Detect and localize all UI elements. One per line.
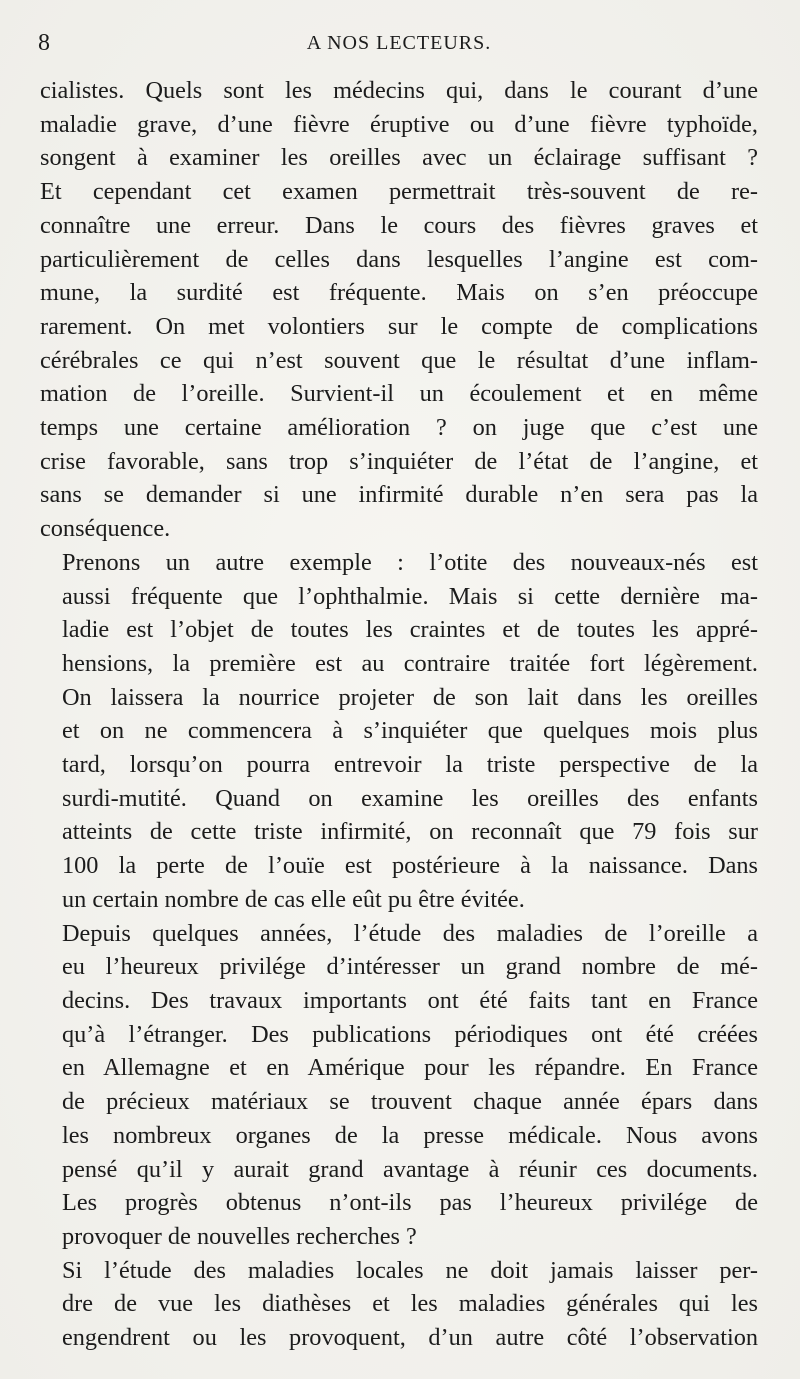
text-line: tard, lorsqu’on pourra entrevoir la triste perspective de la	[62, 751, 758, 779]
text-line: sans se demander si une infirmité durable n’en sera pas la	[40, 481, 758, 509]
paragraph-2	[40, 546, 758, 917]
body-text	[40, 74, 758, 1355]
text-line: provoquer de nouvelles recherches ?	[62, 1222, 417, 1250]
running-head: A NOS LECTEURS.	[306, 32, 492, 54]
text-line: hensions, la première est au contraire traitée fort légèrement.	[62, 649, 758, 677]
text-line: aussi fréquente que l’ophthalmie. Mais si cette dernière ma-	[62, 582, 758, 610]
text-line: Si l’étude des maladies locales ne doit jamais laisser per-	[62, 1256, 758, 1284]
text-line: maladie grave, d’une fièvre éruptive ou d’une fièvre typhoïde,	[40, 110, 758, 138]
text-line: atteints de cette triste infirmité, on reconnaît que 79 fois sur	[62, 818, 758, 846]
page-number: 8	[38, 30, 50, 56]
text-line: pensé qu’il y aurait grand avantage à réunir ces documents.	[62, 1155, 758, 1183]
paragraph-1	[40, 74, 758, 546]
text-line: crise favorable, sans trop s’inquiéter de l’état de l’angine, et	[40, 447, 758, 475]
text-line: un certain nombre de cas elle eût pu être évitée.	[62, 885, 525, 913]
text-line: temps une certaine amélioration ? on juge que c’est une	[40, 414, 758, 442]
paragraph-3	[40, 917, 758, 1254]
text-line: surdi-mutité. Quand on examine les oreilles des enfants	[62, 784, 758, 812]
text-line: Prenons un autre exemple : l’otite des nouveaux-nés est	[62, 548, 758, 576]
text-line: 100 la perte de l’ouïe est postérieure à la naissance. Dans	[62, 852, 758, 880]
text-line: dre de vue les diathèses et les maladies générales qui les	[62, 1290, 758, 1318]
text-line: en Allemagne et en Amérique pour les répandre. En France	[62, 1054, 758, 1082]
text-line: cialistes. Quels sont les médecins qui, dans le courant d’une	[40, 77, 758, 104]
text-line: et on ne commencera à s’inquiéter que quelques mois plus	[62, 717, 758, 745]
text-line: particulièrement de celles dans lesquelles l’angine est com-	[40, 245, 758, 273]
text-line: Les progrès obtenus n’ont-ils pas l’heureux privilége de	[62, 1189, 758, 1217]
page-header	[38, 30, 760, 64]
text-line: decins. Des travaux importants ont été faits tant en France	[62, 986, 758, 1014]
text-line: On laissera la nourrice projeter de son lait dans les oreilles	[62, 683, 758, 711]
text-line: Et cependant cet examen permettrait très-souvent de re-	[40, 178, 758, 206]
text-line: connaître une erreur. Dans le cours des fièvres graves et	[40, 211, 758, 239]
text-line: de précieux matériaux se trouvent chaque année épars dans	[62, 1088, 758, 1116]
text-line: qu’à l’étranger. Des publications périodiques ont été créées	[62, 1020, 758, 1048]
text-line: conséquence.	[40, 515, 171, 543]
text-line: eu l’heureux privilége d’intéresser un grand nombre de mé-	[62, 953, 758, 981]
text-line: les nombreux organes de la presse médicale. Nous avons	[62, 1121, 758, 1149]
text-line: songent à examiner les oreilles avec un éclairage suffisant ?	[40, 144, 758, 172]
text-line: Depuis quelques années, l’étude des maladies de l’oreille a	[62, 919, 758, 947]
text-line: mune, la surdité est fréquente. Mais on s’en préoccupe	[40, 279, 758, 307]
text-line: rarement. On met volontiers sur le compte de complications	[40, 312, 758, 340]
text-line: ladie est l’objet de toutes les craintes et de toutes les appré-	[62, 616, 758, 644]
text-line: engendrent ou les provoquent, d’un autre côté l’observation	[62, 1324, 758, 1352]
text-line: cérébrales ce qui n’est souvent que le résultat d’une inflam-	[40, 346, 758, 374]
paragraph-4	[40, 1254, 758, 1355]
text-line: mation de l’oreille. Survient-il un écoulement et en même	[40, 380, 758, 408]
